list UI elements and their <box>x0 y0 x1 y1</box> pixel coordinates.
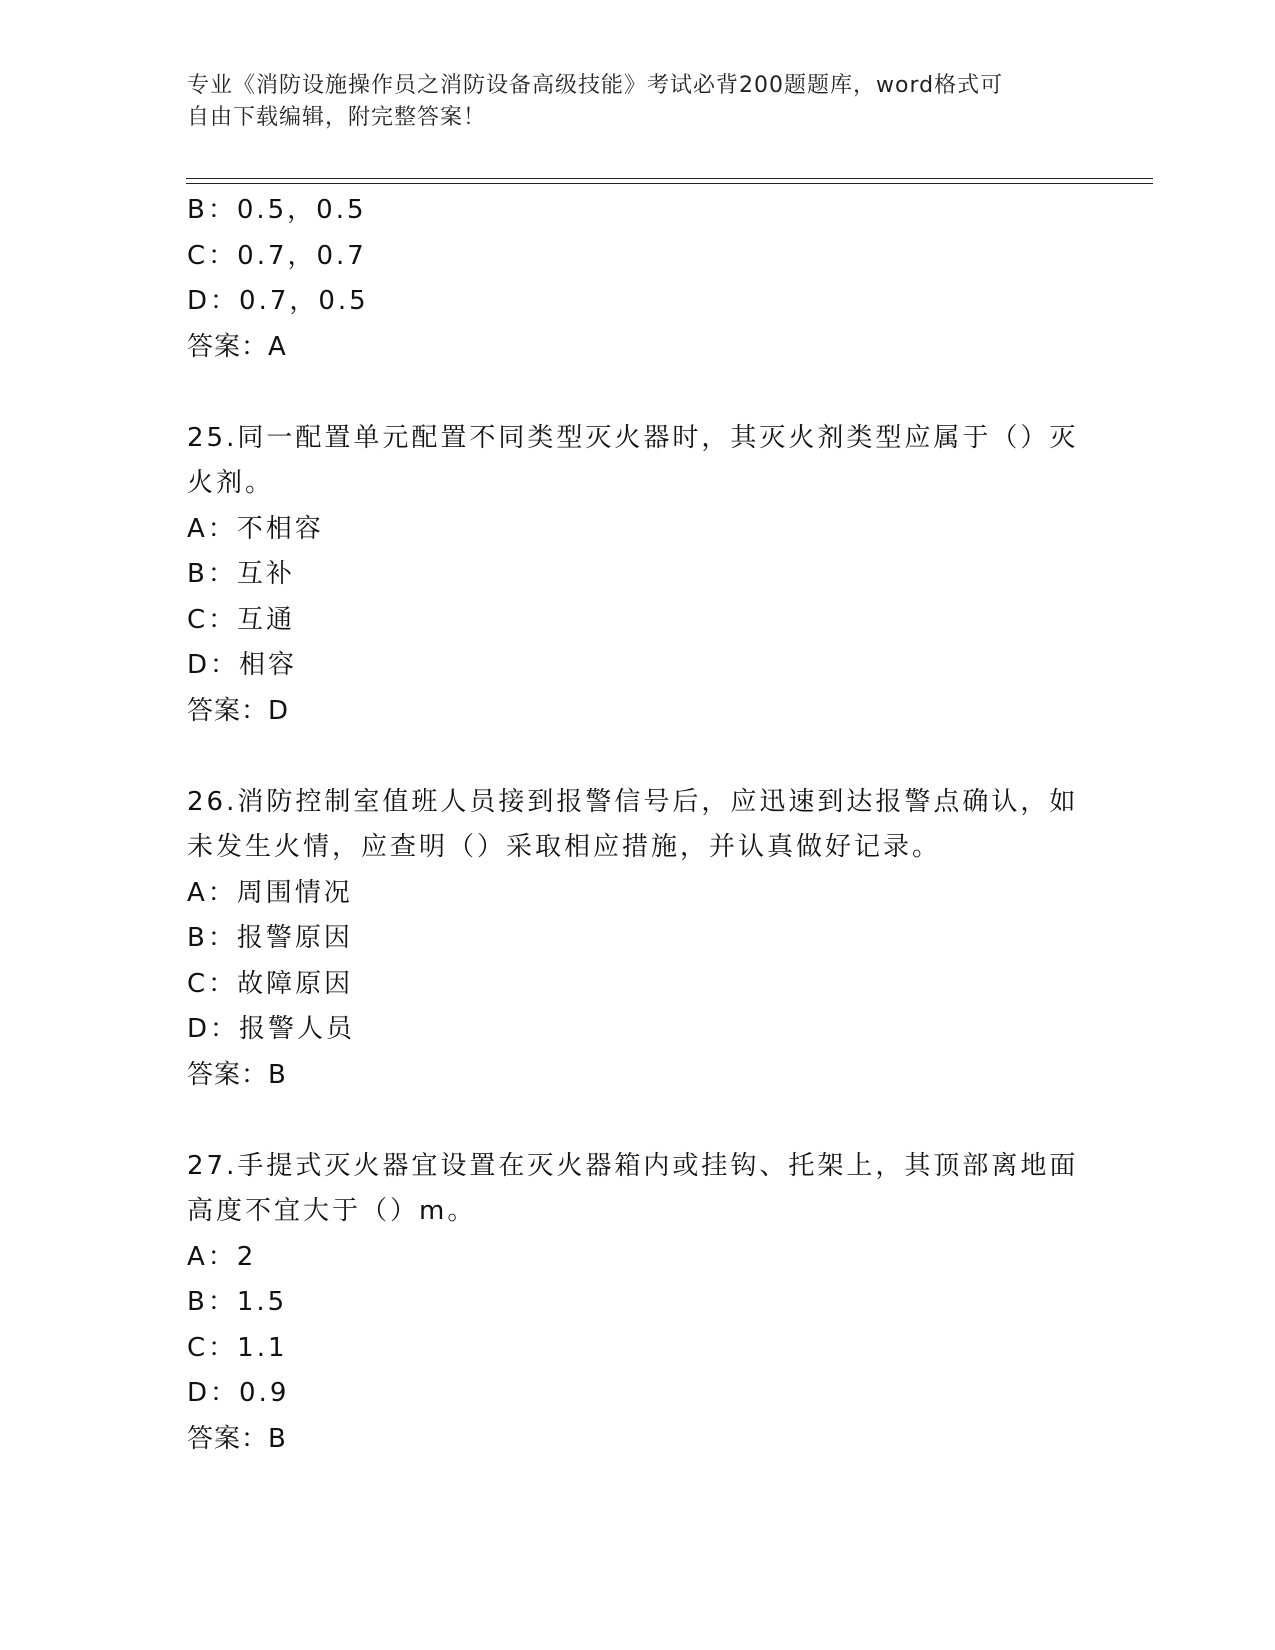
option-c: C：1.1 <box>187 1332 288 1363</box>
question-stem-line-1: 25.同一配置单元配置不同类型灭火器时，其灭火剂类型应属于（）灭 <box>187 422 1079 453</box>
question-stem-line-2: 火剂。 <box>187 468 275 498</box>
option-a: A：周围情况 <box>187 877 353 908</box>
option-b: B：报警原因 <box>187 923 353 953</box>
option-c: C：故障原因 <box>187 968 354 999</box>
option-d: D：相容 <box>187 650 298 680</box>
option-a: A：2 <box>187 1241 257 1272</box>
question-content <box>187 188 1087 1462</box>
question-26 <box>187 780 1087 1099</box>
answer: 答案：B <box>187 1423 287 1454</box>
answer: 答案：A <box>187 331 287 362</box>
question-stem-line-1: 27.手提式灭火器宜设置在灭火器箱内或挂钩、托架上，其顶部离地面 <box>187 1150 1079 1181</box>
page-header <box>187 70 1067 134</box>
question-stem-line-2: 未发生火情，应查明（）采取相应措施，并认真做好记录。 <box>187 832 942 862</box>
question-25 <box>187 416 1087 735</box>
option-c: C：互通 <box>187 604 296 635</box>
header-divider-bottom <box>186 183 1153 184</box>
question-27 <box>187 1144 1087 1463</box>
option-b: B：0.5，0.5 <box>187 195 367 225</box>
option-c: C：0.7，0.7 <box>187 240 367 271</box>
option-d: D：0.9 <box>187 1378 290 1408</box>
option-d: D：报警人员 <box>187 1014 356 1044</box>
option-b: B：1.5 <box>187 1287 288 1317</box>
option-a: A：不相容 <box>187 513 324 544</box>
answer: 答案：D <box>187 695 290 726</box>
question-stem-line-1: 26.消防控制室值班人员接到报警信号后，应迅速到达报警点确认，如 <box>187 786 1079 817</box>
question-24-continued <box>187 188 1087 370</box>
header-title-line-2: 自由下载编辑，附完整答案！ <box>187 105 487 130</box>
option-b: B：互补 <box>187 559 295 589</box>
answer: 答案：B <box>187 1059 287 1090</box>
question-stem-line-2: 高度不宜大于（）m。 <box>187 1196 477 1226</box>
header-title-line-1: 专业《消防设施操作员之消防设备高级技能》考试必背200题题库，word格式可 <box>187 73 1004 98</box>
header-divider-top <box>186 178 1153 179</box>
option-d: D：0.7，0.5 <box>187 286 369 316</box>
